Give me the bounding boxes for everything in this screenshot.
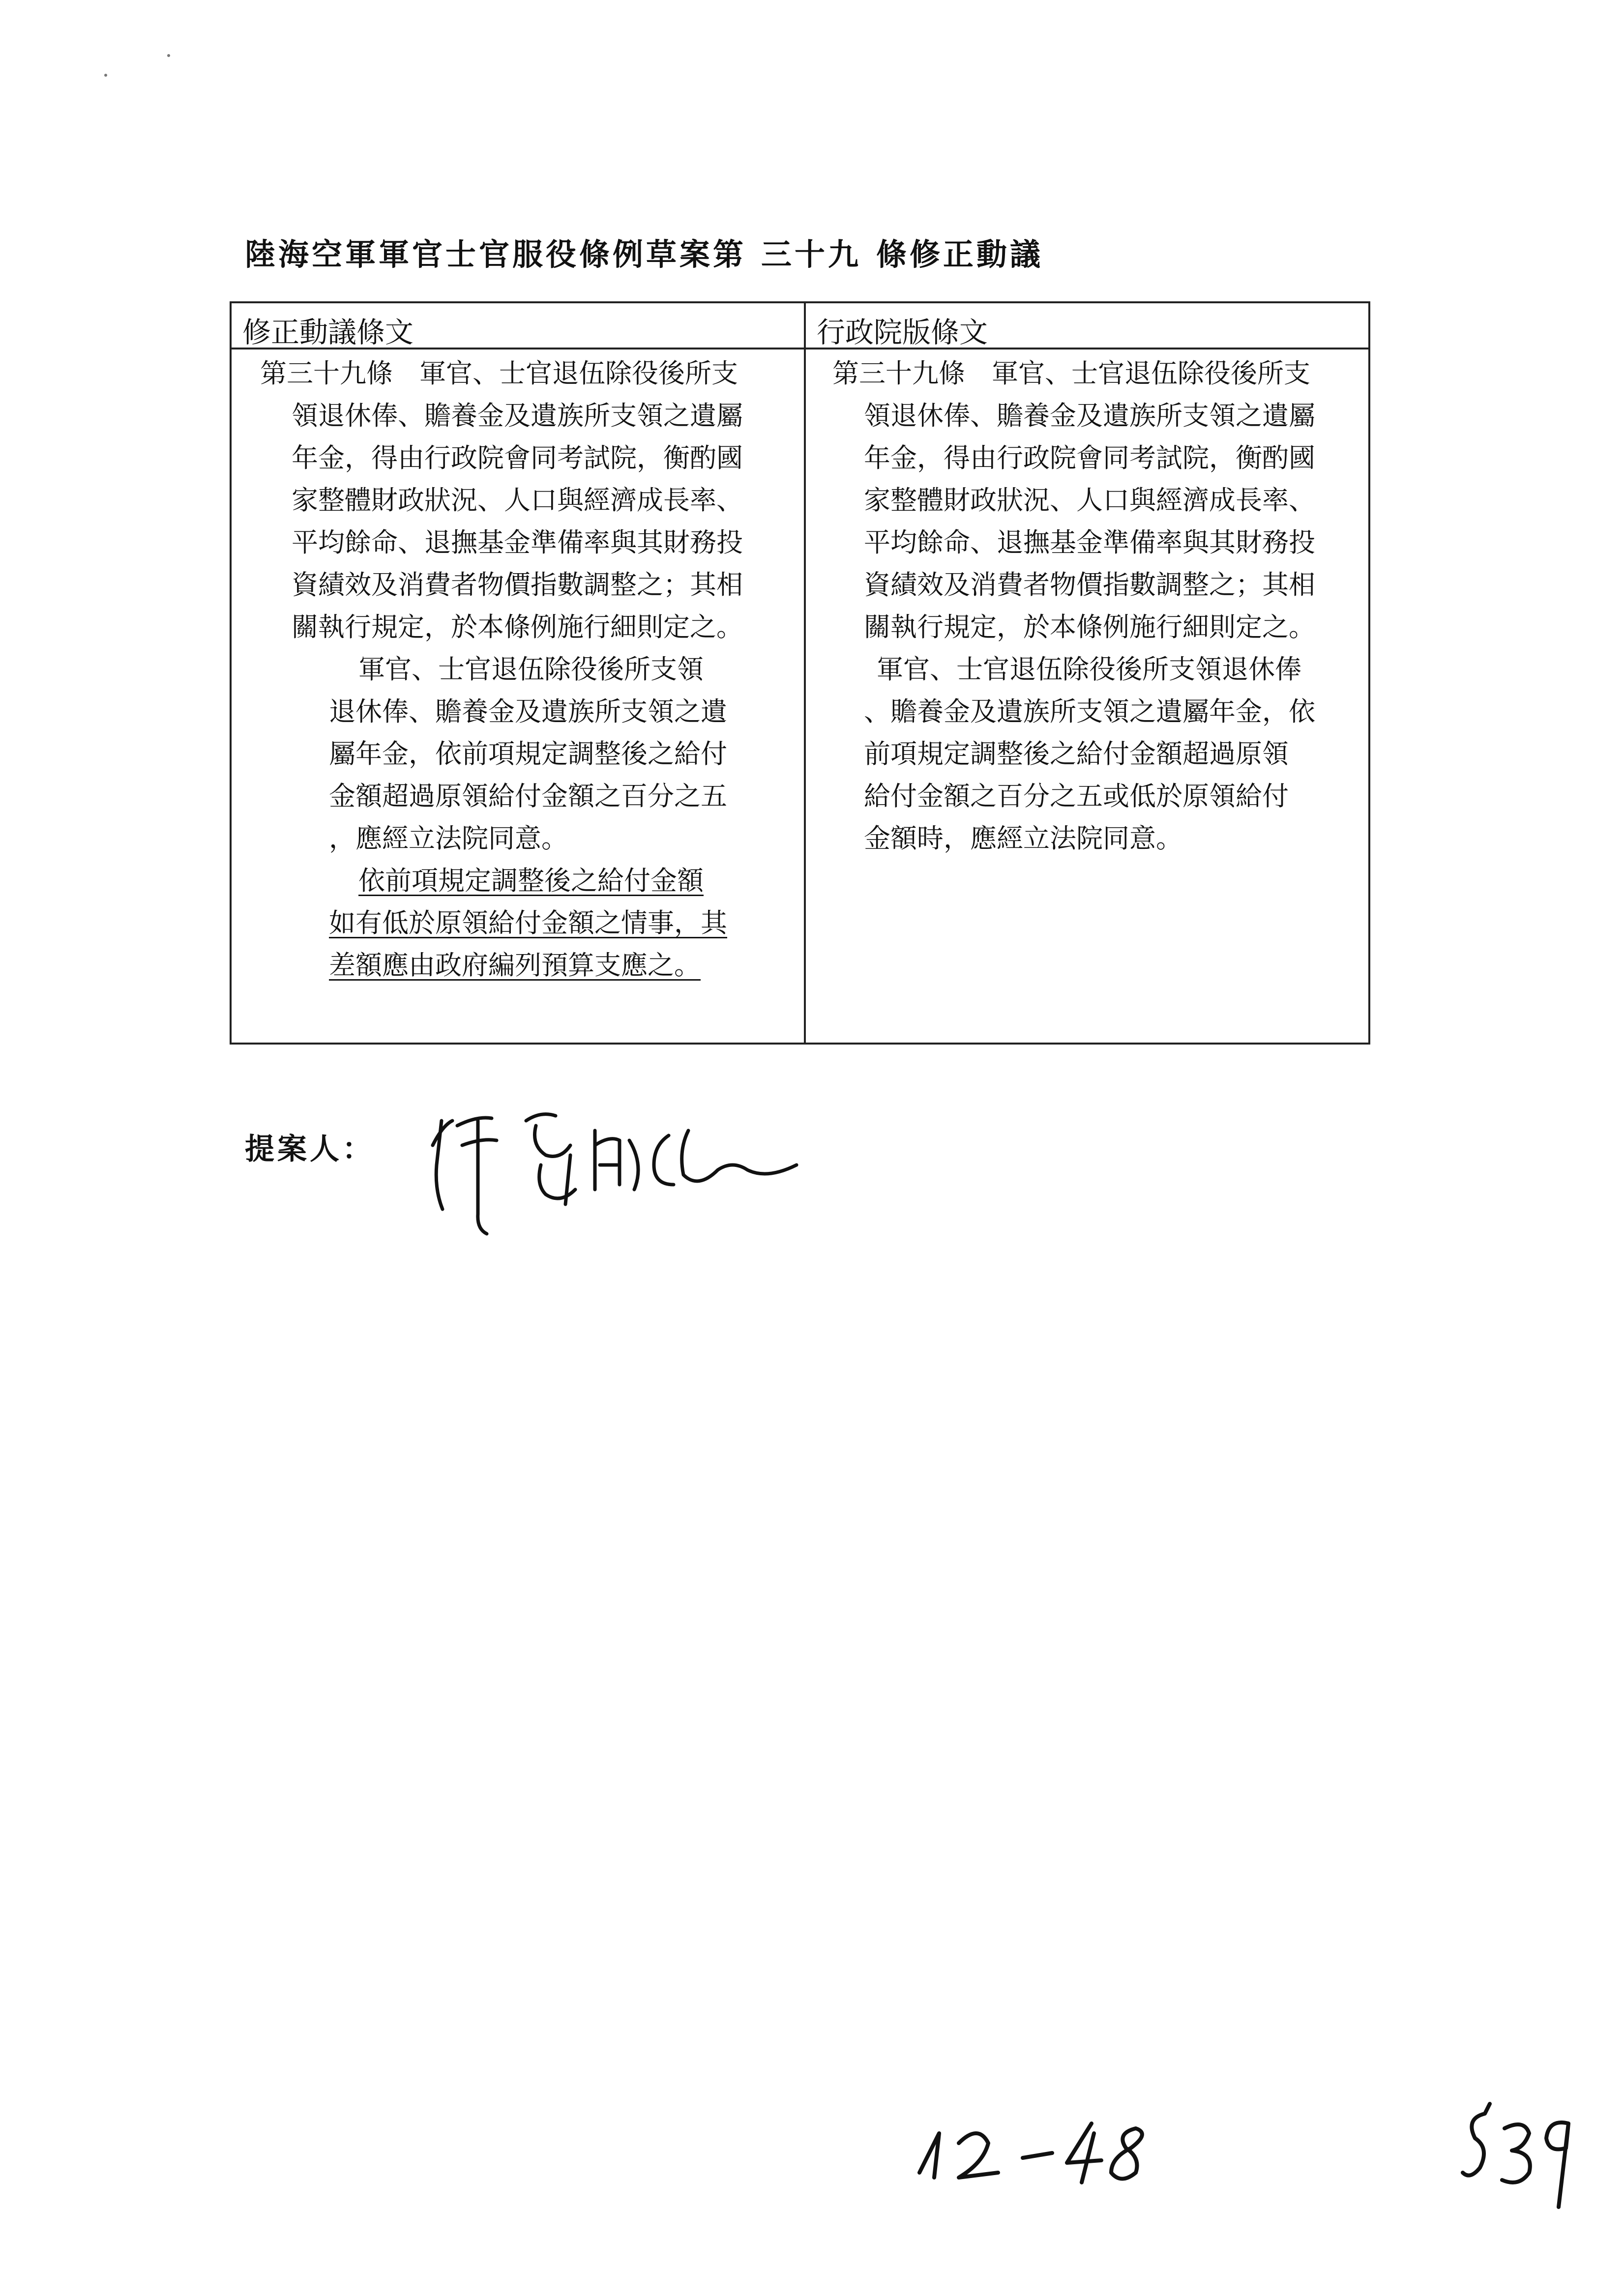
executive-line: 軍官、士官退伍除役後所支領退休俸 <box>877 654 1301 685</box>
amendment-line: 退休俸、贍養金及遺族所支領之遺 <box>329 696 727 727</box>
amendment-line: 平均餘命、退撫基金準備率與其財務投 <box>292 527 743 558</box>
handwritten-page-number <box>1455 2094 1583 2212</box>
scan-speck <box>104 74 107 77</box>
executive-line: 第三十九條 軍官、士官退伍除役後所支 <box>832 358 1310 389</box>
executive-line: 年金，得由行政院會同考試院，衡酌國 <box>864 442 1315 473</box>
amendment-line: 家整體財政狀況、人口與經濟成長率、 <box>292 485 743 516</box>
title-article-number: 三十九 <box>761 236 862 272</box>
amendment-line: 年金，得由行政院會同考試院，衡酌國 <box>292 442 743 473</box>
document-title <box>245 230 1043 274</box>
amendment-line: 屬年金，依前項規定調整後之給付 <box>329 738 727 769</box>
column-divider <box>804 303 806 1043</box>
amendment-added-line <box>260 860 786 902</box>
executive-line: 前項規定調整後之給付金額超過原領 <box>864 738 1289 769</box>
proposer-label: 提案人： <box>245 1132 375 1166</box>
amendment-added-line <box>260 902 786 944</box>
amendment-column-header: 修正動議條文 <box>242 316 414 349</box>
scan-speck <box>167 54 170 57</box>
handwritten-signature <box>423 1091 806 1239</box>
amendment-line: 領退休俸、贍養金及遺族所支領之遺屬 <box>292 400 743 431</box>
amendment-line: ，應經立法院同意。 <box>329 823 568 854</box>
executive-line: 家整體財政狀況、人口與經濟成長率、 <box>864 485 1315 516</box>
amendment-added-text: 依前項規定調整後之給付金額 <box>358 865 704 896</box>
amendment-added-text: 如有低於原領給付金額之情事，其 <box>329 907 727 938</box>
handwritten-document-number <box>905 2104 1200 2192</box>
executive-line: 、贍養金及遺族所支領之遺屬年金，依 <box>864 696 1315 727</box>
amendment-added-line <box>260 944 786 987</box>
amendment-line: 關執行規定，於本條例施行細則定之。 <box>292 611 743 642</box>
amendment-line: 第三十九條 軍官、士官退伍除役後所支 <box>260 358 738 389</box>
executive-line: 平均餘命、退撫基金準備率與其財務投 <box>864 527 1315 558</box>
amendment-line: 軍官、士官退伍除役後所支領 <box>358 654 704 685</box>
amendment-text-cell <box>260 352 786 987</box>
executive-line: 領退休俸、贍養金及遺族所支領之遺屬 <box>864 400 1315 431</box>
executive-column-header: 行政院版條文 <box>817 316 988 349</box>
amendment-added-text: 差額應由政府編列預算支應之。 <box>329 950 701 981</box>
amendment-line: 資績效及消費者物價指數調整之；其相 <box>292 569 743 600</box>
executive-line: 金額時，應經立法院同意。 <box>864 823 1182 854</box>
title-main: 陸海空軍軍官士官服役條例草案第 <box>245 236 747 272</box>
executive-line: 關執行規定，於本條例施行細則定之。 <box>864 611 1315 642</box>
title-suffix: 條修正動議 <box>876 236 1044 272</box>
comparison-table <box>230 301 1370 1045</box>
amendment-line: 金額超過原領給付金額之百分之五 <box>329 781 727 812</box>
executive-line: 資績效及消費者物價指數調整之；其相 <box>864 569 1315 600</box>
executive-text-cell <box>832 352 1358 860</box>
executive-line: 給付金額之百分之五或低於原領給付 <box>864 781 1289 812</box>
